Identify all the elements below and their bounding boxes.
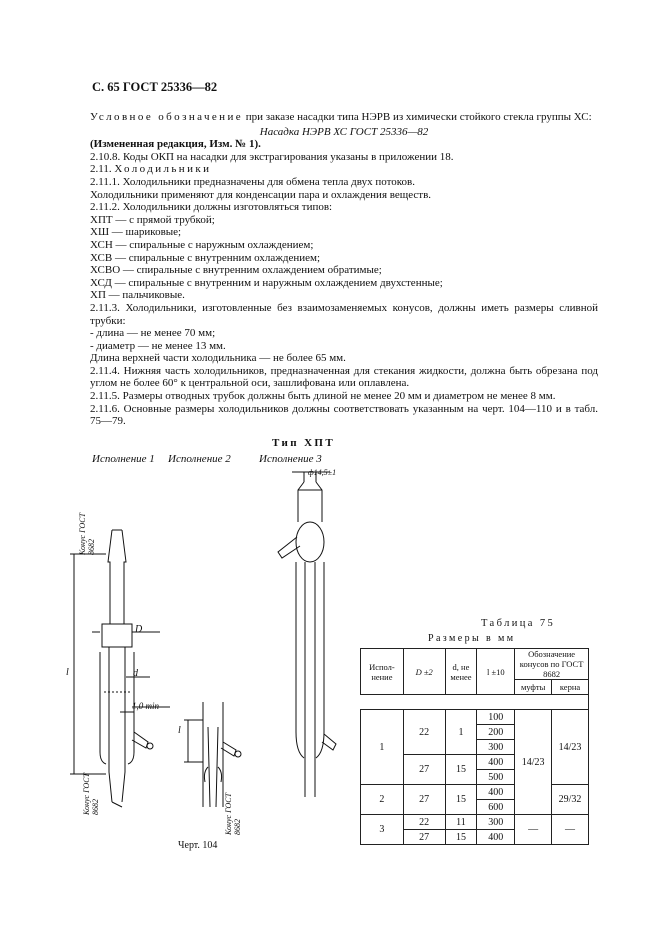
header-cones: Обозначение конусов по ГОСТ 8682 <box>515 649 589 680</box>
paragraph-2-11-5: 2.11.5. Размеры отводных трубок должны быть длиной не менее 20 мм и диаметром не менее 8 мм. <box>90 390 556 403</box>
paragraph-designation-intro <box>90 111 598 124</box>
paragraph-2-11-1b: Холодильники применяют для конденсации пара и охлаждения веществ. <box>90 188 432 201</box>
cone-v2-label: Конус ГОСТ 8682 <box>224 792 242 835</box>
dim-top-label: ф14,5±1 <box>308 468 337 477</box>
paragraph-2-11-6: 2.11.6. Основные размеры холодильников должны соответствовать указанным на черт. 104—110 и в табл. 75—79. <box>90 402 598 428</box>
label-l-v2: l <box>178 725 181 736</box>
cell-l300b: 300 <box>477 815 515 830</box>
cell-l500: 500 <box>477 770 515 785</box>
length-item: - длина — не менее 70 мм; <box>90 327 216 340</box>
header-exec: Испол-нение <box>361 649 404 695</box>
variant-2-label: Исполнение 2 <box>168 453 231 465</box>
cell-l400c: 400 <box>477 830 515 845</box>
cell-d15a: 15 <box>445 755 477 785</box>
type-item: ХСН — спиральные с наружным охлаждением; <box>90 238 314 251</box>
header-l: l ±10 <box>477 649 515 695</box>
cell-D27a: 27 <box>403 755 445 785</box>
cell-D22a: 22 <box>403 710 445 755</box>
cell-l300a: 300 <box>477 740 515 755</box>
table-subtitle: Размеры в мм <box>428 633 516 644</box>
exec-1: 1 <box>361 710 404 785</box>
exec-3: 3 <box>361 815 404 845</box>
cell-l400a: 400 <box>477 755 515 770</box>
cell-l200: 200 <box>477 725 515 740</box>
cell-dash2: — <box>552 815 589 845</box>
cell-D27c: 27 <box>403 830 445 845</box>
cone-bottom-label: Конус ГОСТ 8682 <box>82 772 100 815</box>
paragraph-2-11-3: 2.11.3. Холодильники, изготовленные без взаимозаменяемых конусов, должны иметь размеры сливной трубки: <box>90 301 598 327</box>
cell-d1: 1 <box>445 710 477 755</box>
paragraph-2-10-8: 2.10.8. Коды ОКП на насадки для экстрагирования указаны в приложении 18. <box>90 150 454 163</box>
section-2-11 <box>90 163 598 176</box>
section-title: Холодильники <box>114 163 212 176</box>
cell-m1423: 14/23 <box>515 710 552 815</box>
cell-l400b: 400 <box>477 785 515 800</box>
variant-3-drawing <box>278 472 336 797</box>
type-item: ХП — пальчиковые. <box>90 289 185 302</box>
header-coupling: муфты <box>515 680 552 695</box>
condenser-drawing <box>60 462 340 862</box>
type-item: ХПТ — с прямой трубкой; <box>90 213 215 226</box>
page-header: С. 65 ГОСТ 25336—82 <box>92 80 218 94</box>
type-item: ХСВ — спиральные с внутренним охлаждением; <box>90 251 321 264</box>
cell-D27b: 27 <box>403 785 445 815</box>
variant-1-label: Исполнение 1 <box>92 453 155 465</box>
table-75 <box>360 648 589 845</box>
header-core: керна <box>552 680 589 695</box>
figure-caption: Черт. 104 <box>178 840 218 851</box>
cell-k2932: 29/32 <box>552 785 589 815</box>
variant-3-label: Исполнение 3 <box>259 453 322 465</box>
paragraph-2-11-2: 2.11.2. Холодильники должны изготовляться типов: <box>90 201 333 214</box>
label-D: D <box>135 624 143 635</box>
intro-text: при заказе насадки типа НЭРВ из химически стойкого стекла группы ХС: <box>243 111 592 123</box>
label-d: d <box>133 668 138 679</box>
cone-top-label: Конус ГОСТ 8682 <box>78 512 96 555</box>
cell-dash1: — <box>515 815 552 845</box>
spacer-row <box>361 695 589 710</box>
type-item: ХСВО — спиральные с внутренним охлаждением обратимые; <box>90 264 382 277</box>
type-item: ХШ — шариковые; <box>90 226 182 239</box>
figure-type-title: Тип ХПТ <box>272 437 336 449</box>
header-d: d, не менее <box>445 649 477 695</box>
designation-example: Насадка НЭРВ ХС ГОСТ 25336—82 <box>259 125 429 138</box>
spaced-term: Условное обозначение <box>90 111 244 123</box>
table-title: Таблица 75 <box>481 618 556 629</box>
label-min: 1,0 min <box>132 701 159 711</box>
cell-d15c: 15 <box>445 830 477 845</box>
label-l: l <box>66 667 69 678</box>
body-text <box>90 111 598 428</box>
diameter-item: - диаметр — не менее 13 мм. <box>90 339 226 352</box>
upper-length: Длина верхней части холодильника — не более 65 мм. <box>90 352 346 365</box>
cell-l100: 100 <box>477 710 515 725</box>
paragraph-2-11-4: 2.11.4. Нижняя часть холодильников, предназначенная для стекания жидкости, должна быть обрезана под углом не более 60° к центральной оси, зашлифована или оплавлена. <box>90 364 598 390</box>
section-number: 2.11. <box>90 163 115 176</box>
cell-D22c: 22 <box>403 815 445 830</box>
paragraph-2-11-1a: 2.11.1. Холодильники предназначены для обмена тепла двух потоков. <box>90 175 415 188</box>
exec-2: 2 <box>361 785 404 815</box>
cell-l600: 600 <box>477 800 515 815</box>
revision-note: (Измененная редакция, Изм. № 1). <box>90 138 261 151</box>
header-D: D ±2 <box>403 649 445 695</box>
cell-d15b: 15 <box>445 785 477 815</box>
type-item: ХСД — спиральные с внутренним и наружным охлаждением двухстенные; <box>90 276 443 289</box>
cell-d11: 11 <box>445 815 477 830</box>
cell-k1423: 14/23 <box>552 710 589 785</box>
